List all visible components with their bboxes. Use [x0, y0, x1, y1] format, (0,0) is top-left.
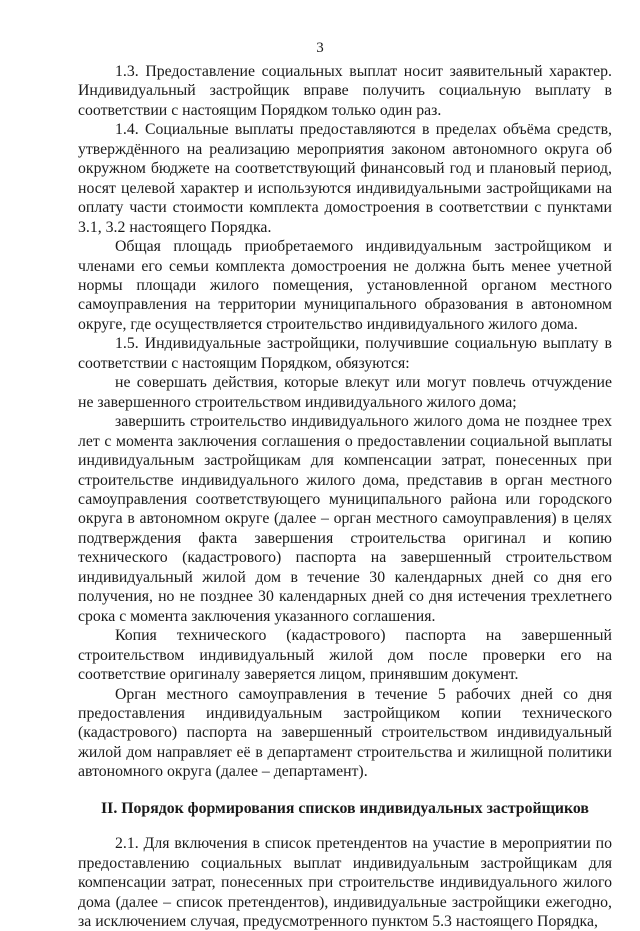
paragraph-obligation-1: не совершать действия, которые влекут или могут повлечь отчуждение не завершенного строительством индивидуального жилого дома;: [78, 374, 612, 411]
page-number: 3: [316, 40, 324, 56]
paragraph-obligation-2: завершить строительство индивидуального жилого дома не позднее трех лет с момента заключения соглашения о предоставлении социальной выплаты индивидуальным застройщикам для компенсации затрат, понесенных при строительстве индивидуального жилого дома, представив в орган местного самоуправления соответствующего муниципального района или городского округа в автономном округе (далее – орган местного самоуправления) в целях подтверждения факта завершения строительства оригинал и копию технического (кадастрового) паспорта на завершенный строительством индивидуальный жилой дом в течение 30 календарных дней со дня его получения, но не позднее 30 календарных дней со дня истечения трехлетнего срока с момента заключения указанного соглашения.: [78, 413, 612, 625]
paragraph-1-4: 1.4. Социальные выплаты предоставляются в пределах объёма средств, утверждённого на реализацию мероприятия законом автономного округа об окружном бюджете на соответствующий финансовый год и плановый период, носят целевой характер и используются индивидуальными застройщиками на оплату части стоимости комплекта домостроения в соответствии с пунктами 3.1, 3.2 настоящего Порядка.: [78, 121, 612, 236]
section-heading: II. Порядок формирования списков индивидуальных застройщиков: [101, 799, 589, 817]
paragraph-area-norm: Общая площадь приобретаемого индивидуальным застройщиком и членами его семьи комплекта домостроения не должна быть менее учетной нормы площади жилого помещения, установленной органом местного самоуправления на территории муниципального образования в автономном округе, где осуществляется строительство индивидуального жилого дома.: [78, 238, 612, 333]
paragraph-passport-copy: Копия технического (кадастрового) паспорта на завершенный строительством индивидуальный жилой дом после проверки его на соответствие оригиналу заверяется лицом, принявшим документ.: [78, 627, 612, 684]
paragraph-2-1: 2.1. Для включения в список претендентов на участие в мероприятии по предоставлению социальных выплат индивидуальным застройщикам для компенсации затрат, понесенных при строительстве индивидуального жилого дома (далее – список претендентов), индивидуальные застройщики ежегодно, за исключением случая, предусмотренного пунктом 5.3 настоящего Порядка,: [78, 835, 612, 931]
paragraph-1-5: 1.5. Индивидуальные застройщики, получившие социальную выплату в соответствии с настоящим Порядком, обязуются:: [78, 335, 612, 372]
paragraph-1-3: 1.3. Предоставление социальных выплат носит заявительный характер. Индивидуальный застройщик вправе получить социальную выплату в соответствии с настоящим Порядком только один раз.: [78, 63, 612, 119]
paragraph-local-authority: Орган местного самоуправления в течение 5 рабочих дней со дня предоставления индивидуальным застройщиком копии технического (кадастрового) паспорта на завершенный строительством индивидуальный жилой дом направляет её в департамент строительства и жилищной политики автономного округа (далее – департамент).: [78, 685, 612, 781]
document-body: [78, 62, 612, 931]
